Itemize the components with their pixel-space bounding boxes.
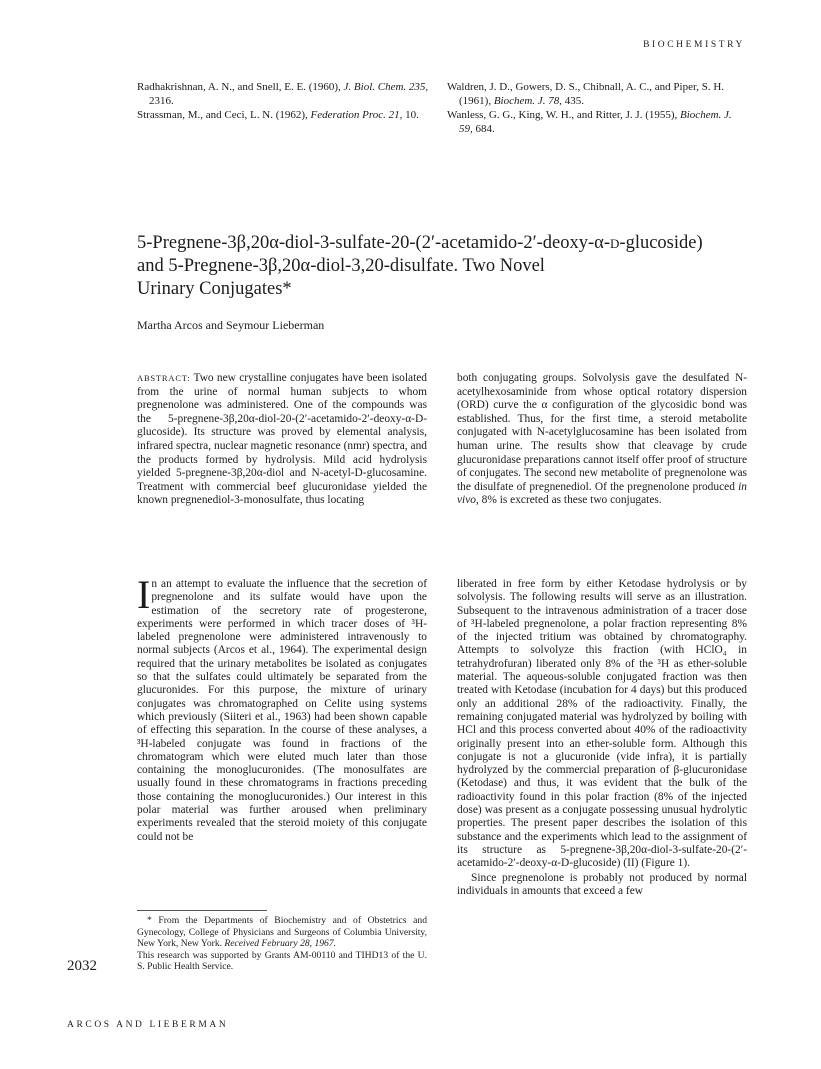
abstract	[137, 372, 747, 508]
article-title	[137, 232, 757, 301]
page-number: 2032	[67, 958, 97, 974]
reference-column-left	[137, 80, 437, 136]
reference-entry: Waldren, J. D., Gowers, D. S., Chibnall, A. C., and Piper, S. H. (1961), Biochem. J. 78, 435.	[447, 81, 725, 107]
body-paragraph: liberated in free form by either Ketodase hydrolysis or by solvolysis. The following results will serve as an illustration. Subsequent to the intravenous administration of a tracer dose of ³H-labeled pregnenolone, a polar fraction representing 8% of the injected tritium was obtained by chromatography. Attempts to solvolyze this fraction (with HClO₄ in tetrahydrofuran) liberated only 8% of the ³H as ether-soluble material. The aqueous-soluble conjugated fraction was then treated with Ketodase (incubation for 4 days) but this produced only an additional 28% of the radioactivity. Finally, the remaining conjugated material was hydrolyzed by boiling with HCl and this process converted about 40% of the radioactivity originally present into an ether-soluble form. Although this conjugate is not a glucuronide (vide infra), it is partially hydrolyzed by the commercial preparation of β-glucuronidase (Ketodase) and thus, it was evident that the bulk of the radioactivity found in this polar fraction (8% of the injected dose) was present as a conjugate possessing unusual hydrolytic properties. The present paper describes the isolation of this substance and the experiments which lead to the assignment of its structure as 5-pregnene-3β,20α-diol-3-sulfate-20-(2′-acetamido-2′-deoxy-α-D-glucoside) (II) (Figure 1).	[457, 578, 747, 870]
body-column-left	[137, 572, 427, 898]
reference-entry: Radhakrishnan, A. N., and Snell, E. E. (1960), J. Biol. Chem. 235, 2316.	[137, 81, 429, 107]
footnote-divider	[137, 910, 267, 911]
reference-entry: Strassman, M., and Ceci, L. N. (1962), Federation Proc. 21, 10.	[137, 109, 419, 121]
footnote	[137, 915, 427, 973]
running-footer: ARCOS AND LIEBERMAN	[67, 1020, 229, 1030]
running-head: BIOCHEMISTRY	[643, 40, 745, 50]
title-line-1: 5-Pregnene-3β,20α-diol-3-sulfate-20-(2′-acetamido-2′-deoxy-α-d-glucoside)	[137, 233, 703, 253]
footnote-funding: This research was supported by Grants AM-00110 and TIHD13 of the U. S. Public Health Service.	[137, 949, 427, 973]
body-paragraph: Since pregnenolone is probably not produced by normal individuals in amounts that exceed a few	[457, 871, 747, 897]
reference-entry: Wanless, G. G., King, W. H., and Ritter, J. J. (1955), Biochem. J. 59, 684.	[447, 109, 732, 135]
body-column-right	[457, 578, 747, 898]
abstract-column-right: both conjugating groups. Solvolysis gave the desulfated N-acetylhexosaminide from whose optical rotatory dispersion (ORD) curve the α configuration of the glycosidic bond was established. Thus, for the first time, a steroid metabolite conjugated with N-acetylglucosamine has been isolated from human urine. The results show that cleavage by crude glucuronidase preparations cannot itself offer proof of structure of conjugates. The second new metabolite of pregnenolone was the disulfate of pregnenediol. Of the pregnenolone produced in vivo, 8% is excreted as these two conjugates.	[457, 372, 747, 507]
drop-cap: I	[137, 572, 151, 617]
footnote-affiliation: * From the Departments of Biochemistry and of Obstetrics and Gynecology, College of Physicians and Surgeons of Columbia University, New York, New York. Received February 28, 1967.	[137, 915, 427, 950]
abstract-label: ABSTRACT:	[137, 373, 191, 383]
author-line: Martha Arcos and Seymour Lieberman	[137, 318, 325, 332]
reference-list	[137, 80, 747, 136]
title-line-2: and 5-Pregnene-3β,20α-diol-3,20-disulfate. Two Novel	[137, 256, 545, 276]
abstract-column-left	[137, 372, 427, 508]
body-paragraph: n an attempt to evaluate the influence that the secretion of pregnenolone and its sulfate would have upon the estimation of the secretory rate of progesterone, experiments were performed in which tracer doses of ³H-labeled pregnenolone were administered intravenously to normal subjects (Arcos et al., 1964). The experimental design required that the urinary metabolites be isolated as conjugates so that the sulfates could ultimately be separated from the glucuronides. For this purpose, the mixture of urinary conjugates was chromatographed on Celite using systems which previously (Siiteri et al., 1963) had been shown capable of effecting this separation. In the course of these analyses, a ³H-labeled conjugate was found in fractions of the chromatogram which were eluted much later than those containing the monoglucuronides. (The monosulfates are usually found in these chromatograms in fractions preceding those containing the monoglucuronides.) Our interest in this polar material was further aroused when preliminary experiments revealed that the steroid moiety of this conjugate could not be	[137, 578, 427, 843]
article-body	[137, 572, 747, 898]
reference-column-right	[447, 80, 747, 136]
title-line-3: Urinary Conjugates*	[137, 279, 292, 299]
abstract-text-left: Two new crystalline conjugates have been isolated from the urine of normal human subjects to whom pregnenolone was administered. One of the compounds was the 5-pregnene-3β,20α-diol-20-(2′-acetamido-2′-deoxy-α-D-glucoside). Its structure was proved by elemental analysis, infrared spectra, nuclear magnetic resonance (nmr) spectra, and the products formed by hydrolysis. Mild acid hydrolysis yielded 5-pregnene-3β,20α-diol and N-acetyl-D-glucosamine. Treatment with commercial beef glucuronidase yielded the known pregnenediol-3-monosulfate, thus locating	[137, 372, 427, 507]
